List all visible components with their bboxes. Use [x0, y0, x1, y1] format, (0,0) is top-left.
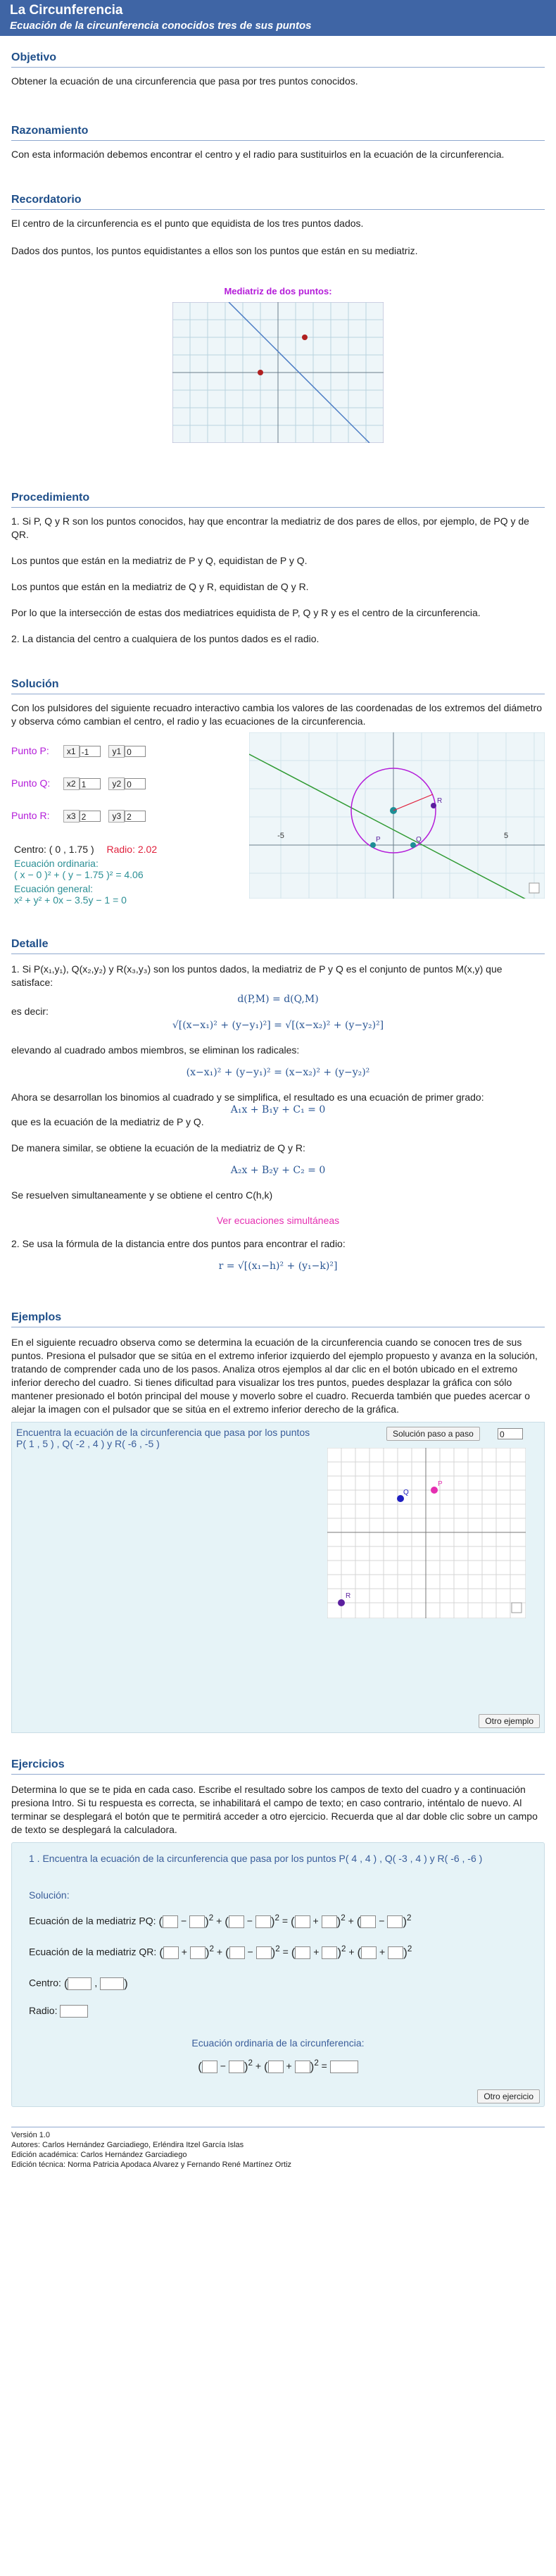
- procedimiento-p1: 1. Si P, Q y R son los puntos conocidos, hay que encontrar la mediatriz de dos pares de ellos, por ejemplo, de PQ y de QR.: [11, 515, 529, 540]
- step-counter[interactable]: 0: [498, 1428, 523, 1439]
- x2-name: x2: [63, 777, 80, 790]
- centro-label: Centro:: [29, 1977, 61, 1989]
- page-title: La Circunferencia: [10, 3, 123, 18]
- x3-input[interactable]: 2: [80, 811, 101, 822]
- razonamiento-title: Razonamiento: [11, 123, 545, 141]
- ejercicios-section: [11, 1757, 545, 2107]
- example-label-p: P: [438, 1480, 443, 1488]
- page-footer: [11, 2127, 545, 2170]
- y1-name: y1: [108, 745, 125, 758]
- centro-y-input[interactable]: [100, 1977, 124, 1990]
- recordatorio-p1: El centro de la circunferencia es el punto que equidista de los tres puntos dados.: [11, 218, 364, 229]
- detalle-eq3: (x−x₁)² + (y−y₁)² = (x−x₂)² + (y−y₂)²: [186, 1067, 370, 1078]
- pq-input-1[interactable]: [163, 1915, 178, 1928]
- graph-label-p: P: [376, 836, 381, 844]
- example-label-q: Q: [403, 1489, 409, 1496]
- pq-input-8[interactable]: [387, 1915, 403, 1928]
- radio-input[interactable]: [60, 2005, 88, 2018]
- qr-input-5[interactable]: [295, 1946, 310, 1959]
- procedimiento-p2: Los puntos que están en la mediatriz de P y Q, equidistan de P y Q.: [11, 555, 308, 566]
- footer-autores: Autores: Carlos Hernández Garciadiego, Erléndira Itzel García Islas: [11, 2141, 244, 2149]
- page-header: [0, 0, 556, 36]
- graph-label-q: Q: [416, 836, 422, 844]
- solucion-interactive: [11, 732, 545, 906]
- ejemplos-interactive: [11, 1422, 545, 1733]
- point-row-r: [11, 810, 244, 842]
- ejemplos-text: En el siguiente recuadro observa como se determina la ecuación de la circunferencia cuando se conocen tres de sus puntos. Presiona el pulsador que se sitúa en el extremo inferior izquierdo del ejemplo propuesto y avanza en la solución, tratando de comprender cada uno de los pasos. Analiza otros ejemplos al dar clic en el botón ubicado en el extremo inferior derecho del cuadro. Si tienes dificultad para visualizar los tres puntos, puedes desplazar la gráfica con sólo mantener presionado el botón principal del mouse y moverlo sobre el cuadro. Recuerda también que puedes acercar o alejar la imagen con el pulsador que se sitúa en el extremo inferior derecho de la gráfica.: [11, 1337, 538, 1415]
- razonamiento-text: Con esta información debemos encontrar el centro y el radio para sustituirlos en la ecuación de la circunferencia.: [11, 149, 505, 160]
- detalle-p1: 1. Si P(x₁,y₁), Q(x₂,y₂) y R(x₃,y₃) son los puntos dados, la mediatriz de P y Q es el conjunto de puntos M(x,y) que satisface:: [11, 963, 503, 988]
- pq-input-7[interactable]: [360, 1915, 376, 1928]
- detalle-p7: 2. Se usa la fórmula de la distancia entre dos puntos para encontrar el radio:: [11, 1238, 346, 1249]
- ejercicios-title: Ejercicios: [11, 1757, 545, 1775]
- radio-label: Radio:: [29, 2005, 58, 2016]
- detalle-eq1: d(P,M) = d(Q,M): [237, 994, 319, 1005]
- ejercicios-solucion-label: Solución:: [29, 1889, 70, 1901]
- mediatriz-qr-row: Ecuación de la mediatriz QR: ( + )$^2$ + ( − )$^2$ = ( + )$^2$ + ( + )$^2$: [29, 1944, 412, 1959]
- detalle-es-decir: es decir:: [11, 1006, 49, 1017]
- mediatriz-pq-label: Ecuación de la mediatriz PQ:: [29, 1915, 156, 1927]
- procedimiento-title: Procedimiento: [11, 490, 545, 508]
- detalle-section: [11, 937, 545, 1272]
- mediatriz-figure-title: Mediatriz de dos puntos:: [224, 286, 332, 296]
- ord-input-2[interactable]: [229, 2061, 244, 2073]
- razonamiento-section: [11, 123, 545, 161]
- objetivo-section: [11, 50, 545, 88]
- pq-input-5[interactable]: [295, 1915, 310, 1928]
- tick-pos: 5: [503, 832, 509, 840]
- recordatorio-section: [11, 192, 545, 445]
- ord-input-4[interactable]: [295, 2061, 310, 2073]
- pq-input-2[interactable]: [189, 1915, 205, 1928]
- procedimiento-section: [11, 490, 545, 646]
- point-row-q: [11, 777, 244, 810]
- mediatriz-point-a: [302, 334, 308, 340]
- qr-input-1[interactable]: [163, 1946, 179, 1959]
- footer-tecnica: Edición técnica: Norma Patricia Apodaca Alvarez y Fernando René Martínez Ortiz: [11, 2161, 292, 2169]
- qr-input-6[interactable]: [322, 1946, 337, 1959]
- detalle-title: Detalle: [11, 937, 545, 954]
- ejercicios-prompt: 1 . Encuentra la ecuación de la circunferencia que pasa por los puntos P( 4 , 4 ) , Q( -3 , 4 ) y R( -6 , -6 ): [29, 1853, 483, 1864]
- ord-input-1[interactable]: [202, 2061, 217, 2073]
- point-q-label: Punto Q:: [11, 777, 51, 789]
- detalle-eq2: √[(x−x₁)² + (y−y₁)²] = √[(x−x₂)² + (y−y₂)²]: [172, 1020, 384, 1031]
- y2-input[interactable]: 0: [125, 778, 146, 789]
- ordinaria-label: Ecuación ordinaria:: [14, 858, 99, 869]
- detalle-p2: elevando al cuadrado ambos miembros, se eliminan los radicales:: [11, 1044, 300, 1056]
- otro-ejercicio-button[interactable]: Otro ejercicio: [477, 2089, 540, 2103]
- centro-x-input[interactable]: [68, 1977, 91, 1990]
- y1-input[interactable]: 0: [125, 746, 146, 757]
- footer-academica: Edición académica: Carlos Hernández Garciadiego: [11, 2151, 187, 2159]
- detalle-p4: que es la ecuación de la mediatriz de P y Q.: [11, 1116, 204, 1127]
- point-row-p: [11, 745, 244, 777]
- footer-version: Versión 1.0: [11, 2131, 51, 2139]
- example-point-r: [338, 1599, 345, 1606]
- point-q-marker[interactable]: [410, 842, 416, 848]
- radio-row: [29, 2005, 88, 2018]
- mediatriz-pq-row: Ecuación de la mediatriz PQ: ( − )$^2$ + ( − )$^2$ = ( + )$^2$ + ( − )$^2$: [29, 1913, 412, 1928]
- qr-input-3[interactable]: [229, 1946, 245, 1959]
- example-label-r: R: [346, 1592, 351, 1600]
- x2-input[interactable]: 1: [80, 778, 101, 789]
- qr-input-8[interactable]: [388, 1946, 403, 1959]
- ejemplos-section: [11, 1310, 545, 1733]
- qr-input-4[interactable]: [256, 1946, 272, 1959]
- ord-input-3[interactable]: [268, 2061, 284, 2073]
- qr-input-2[interactable]: [190, 1946, 206, 1959]
- objetivo-title: Objetivo: [11, 50, 545, 68]
- step-by-step-button[interactable]: Solución paso a paso: [386, 1427, 480, 1441]
- detalle-eq6: r = √[(x₁−h)² + (y₁−k)²]: [218, 1261, 338, 1272]
- example-point-p: [431, 1487, 438, 1494]
- pq-input-6[interactable]: [322, 1915, 337, 1928]
- ordinaria-title: Ecuación ordinaria de la circunferencia:: [191, 2037, 365, 2049]
- radio-value: Radio: 2.02: [106, 844, 158, 855]
- pq-input-4[interactable]: [255, 1915, 271, 1928]
- point-p-label: Punto P:: [11, 745, 49, 756]
- graph-label-r: R: [437, 797, 443, 805]
- detalle-p5: De manera similar, se obtiene la ecuación de la mediatriz de Q y R:: [11, 1142, 305, 1153]
- ejemplos-title: Ejemplos: [11, 1310, 545, 1327]
- solucion-controls: [11, 745, 244, 906]
- solucion-section: [11, 677, 545, 906]
- ordinaria-row: ( − )$^2$ + ( + )$^2$ =: [12, 2058, 544, 2074]
- solucion-results: [11, 844, 244, 906]
- example-zoom-handle[interactable]: [512, 1603, 522, 1613]
- centro-row: Centro: ( , ): [29, 1977, 128, 1990]
- mediatriz-figure: [172, 302, 384, 443]
- x3-name: x3: [63, 810, 80, 823]
- general-equation: x² + y² + 0x − 3.5y − 1 = 0: [14, 894, 127, 906]
- detalle-eq4: A₁x + B₁y + C₁ = 0: [230, 1104, 326, 1115]
- general-label: Ecuación general:: [14, 883, 94, 894]
- y3-name: y3: [108, 810, 125, 823]
- point-p-marker[interactable]: [370, 842, 376, 848]
- procedimiento-p4: Por lo que la intersección de estas dos mediatrices equidista de P, Q y R y es el centro de la circunferencia.: [11, 607, 481, 618]
- simultaneas-link[interactable]: Ver ecuaciones simultáneas: [216, 1215, 340, 1226]
- otro-ejemplo-button[interactable]: Otro ejemplo: [479, 1714, 540, 1728]
- y2-name: y2: [108, 777, 125, 790]
- centro-value: Centro: ( 0 , 1.75 ): [14, 844, 94, 855]
- procedimiento-p3: Los puntos que están en la mediatriz de Q y R, equidistan de Q y R.: [11, 581, 309, 592]
- mediatriz-qr-label: Ecuación de la mediatriz QR:: [29, 1946, 157, 1958]
- ordinaria-equation: ( x − 0 )² + ( y − 1.75 )² = 4.06: [14, 869, 144, 880]
- detalle-p3: Ahora se desarrollan los binomios al cuadrado y se simplifica, el resultado es una ecuación de primer grado:: [11, 1092, 484, 1103]
- detalle-eq5: A₂x + B₂y + C₂ = 0: [230, 1165, 326, 1176]
- solucion-intro: Con los pulsidores del siguiente recuadro interactivo cambia los valores de las coordenadas de los extremos del diámetro y observa cómo cambian el centro, el radio y las ecuaciones de la circunferencia.: [11, 702, 543, 727]
- pq-input-3[interactable]: [229, 1915, 244, 1928]
- ejercicios-text: Determina lo que se te pida en cada caso. Escribe el resultado sobre los campos de texto del cuadro y a continuación presiona Intro. Si tu respuesta es correcta, se inhabilitará el campo de texto; en caso contrario, inténtalo de nuevo. Al terminar se desplegará el botón que te permitirá acceder a otro ejercicio. Recuerda que al dar doble clic sobre un campo de texto se desplegará la calculadora.: [11, 1784, 538, 1835]
- tick-neg: -5: [277, 832, 284, 840]
- solucion-graph[interactable]: [249, 732, 545, 899]
- detalle-p6: Se resuelven simultaneamente y se obtiene el centro C(h,k): [11, 1189, 273, 1201]
- point-r-marker[interactable]: [431, 803, 436, 808]
- objetivo-text: Obtener la ecuación de una circunferencia que pasa por tres puntos conocidos.: [11, 75, 358, 87]
- point-r-label: Punto R:: [11, 810, 50, 821]
- y3-input[interactable]: 2: [125, 811, 146, 822]
- qr-input-7[interactable]: [361, 1946, 377, 1959]
- recordatorio-title: Recordatorio: [11, 192, 545, 210]
- recordatorio-p2: Dados dos puntos, los puntos equidistantes a ellos son los puntos que están en su mediatriz.: [11, 245, 418, 256]
- zoom-handle[interactable]: [529, 883, 539, 893]
- ejemplos-graph[interactable]: [327, 1448, 526, 1618]
- procedimiento-p5: 2. La distancia del centro a cualquiera de los puntos dados es el radio.: [11, 633, 320, 644]
- mediatriz-point-b: [258, 370, 263, 375]
- ejemplos-prompt: Encuentra la ecuación de la circunferencia que pasa por los puntos P( 1 , 5 ) , Q( -2 , 4 ) y R( -6 , -5 ): [16, 1427, 310, 1449]
- solucion-title: Solución: [11, 677, 545, 694]
- ord-input-5[interactable]: [330, 2061, 358, 2073]
- page-subtitle: Ecuación de la circunferencia conocidos tres de sus puntos: [10, 20, 312, 32]
- x1-name: x1: [63, 745, 80, 758]
- ejercicios-interactive: [11, 1842, 545, 2107]
- x1-input[interactable]: -1: [80, 746, 101, 757]
